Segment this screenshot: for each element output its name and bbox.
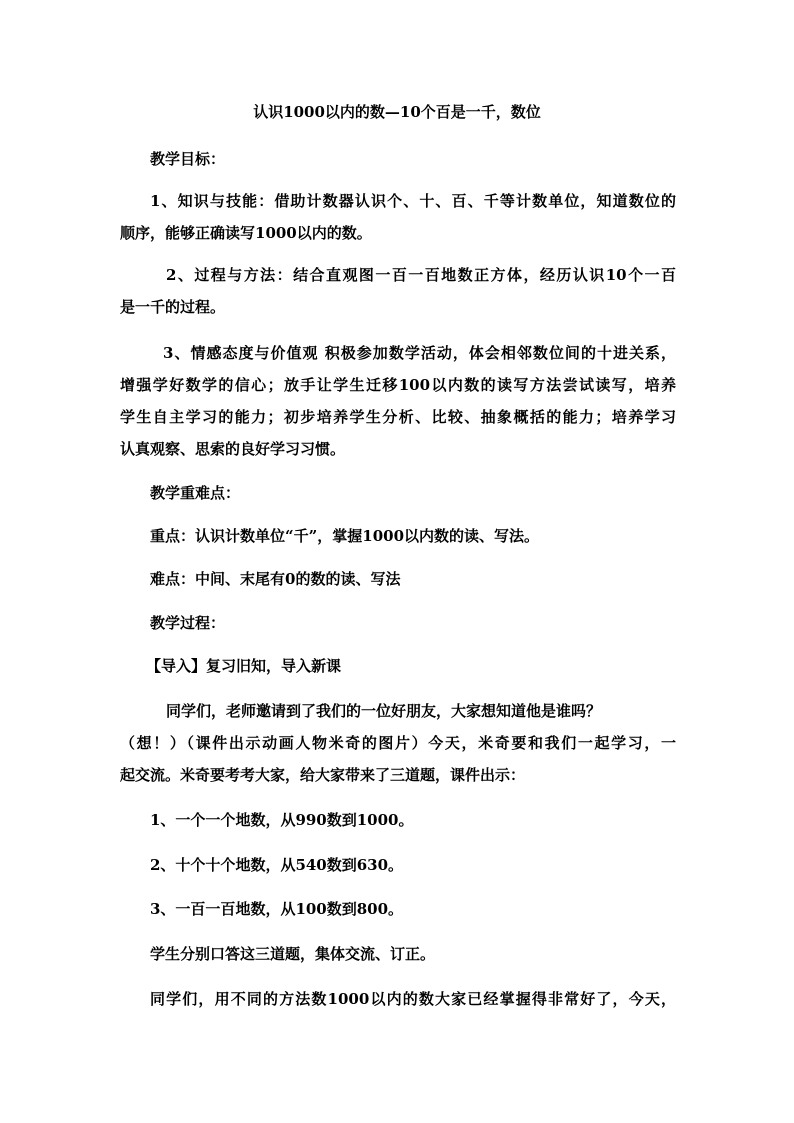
list-item: 1、一个一个地数，从990数到1000。 [150, 811, 414, 829]
paragraph-line: 起交流。米奇要考考大家，给大家带来了三道题，课件出示： [120, 766, 526, 784]
section-heading-process: 教学过程： [150, 614, 226, 632]
list-item: 2、十个十个地数，从540数到630。 [150, 856, 404, 874]
paragraph-line: 重点：认识计数单位“千”，掌握1000以内数的读、写法。 [150, 527, 540, 545]
paragraph-line: 同学们，老师邀请到了我们的一位好朋友，大家想知道他是谁吗？ [166, 702, 602, 720]
list-item: 3、一百一百地数，从100数到800。 [150, 900, 404, 918]
paragraph-line: 顺序，能够正确读写1000以内的数。 [120, 224, 372, 242]
document-title: 认识1000以内的数—10个百是一千，数位 [253, 103, 541, 121]
paragraph-line: 3、情感态度与价值观 积极参加数学活动，体会相邻数位间的十进关系， [163, 344, 676, 362]
paragraph-line: 学生分别口答这三道题，集体交流、订正。 [150, 945, 436, 963]
section-heading-key-points: 教学重难点： [150, 484, 241, 502]
paragraph-line: 增强学好数学的信心；放手让学生迁移100以内数的读写方法尝试读写，培养 [120, 376, 676, 394]
paragraph-line: 是一千的过程。 [120, 298, 226, 316]
paragraph-line: 认真观察、思索的良好学习习惯。 [120, 440, 346, 458]
paragraph-line: （想！）（课件出示动画人物米奇的图片）今天，米奇要和我们一起学习，一 [120, 734, 676, 752]
section-heading-objectives: 教学目标： [150, 150, 226, 168]
paragraph-line: 2、过程与方法：结合直观图一百一百地数正方体，经历认识10个一百 [166, 266, 676, 284]
paragraph-line: 学生自主学习的能力；初步培养学生分析、比较、抽象概括的能力；培养学习 [120, 408, 676, 426]
paragraph-line: 难点：中间、末尾有0的数的读、写法 [150, 570, 401, 588]
subsection-heading-intro: 【导入】复习旧知，导入新课 [146, 657, 342, 675]
paragraph-line: 同学们，用不同的方法数1000以内的数大家已经掌握得非常好了，今天， [150, 990, 676, 1008]
paragraph-line: 1、知识与技能：借助计数器认识个、十、百、千等计数单位，知道数位的 [150, 192, 676, 210]
